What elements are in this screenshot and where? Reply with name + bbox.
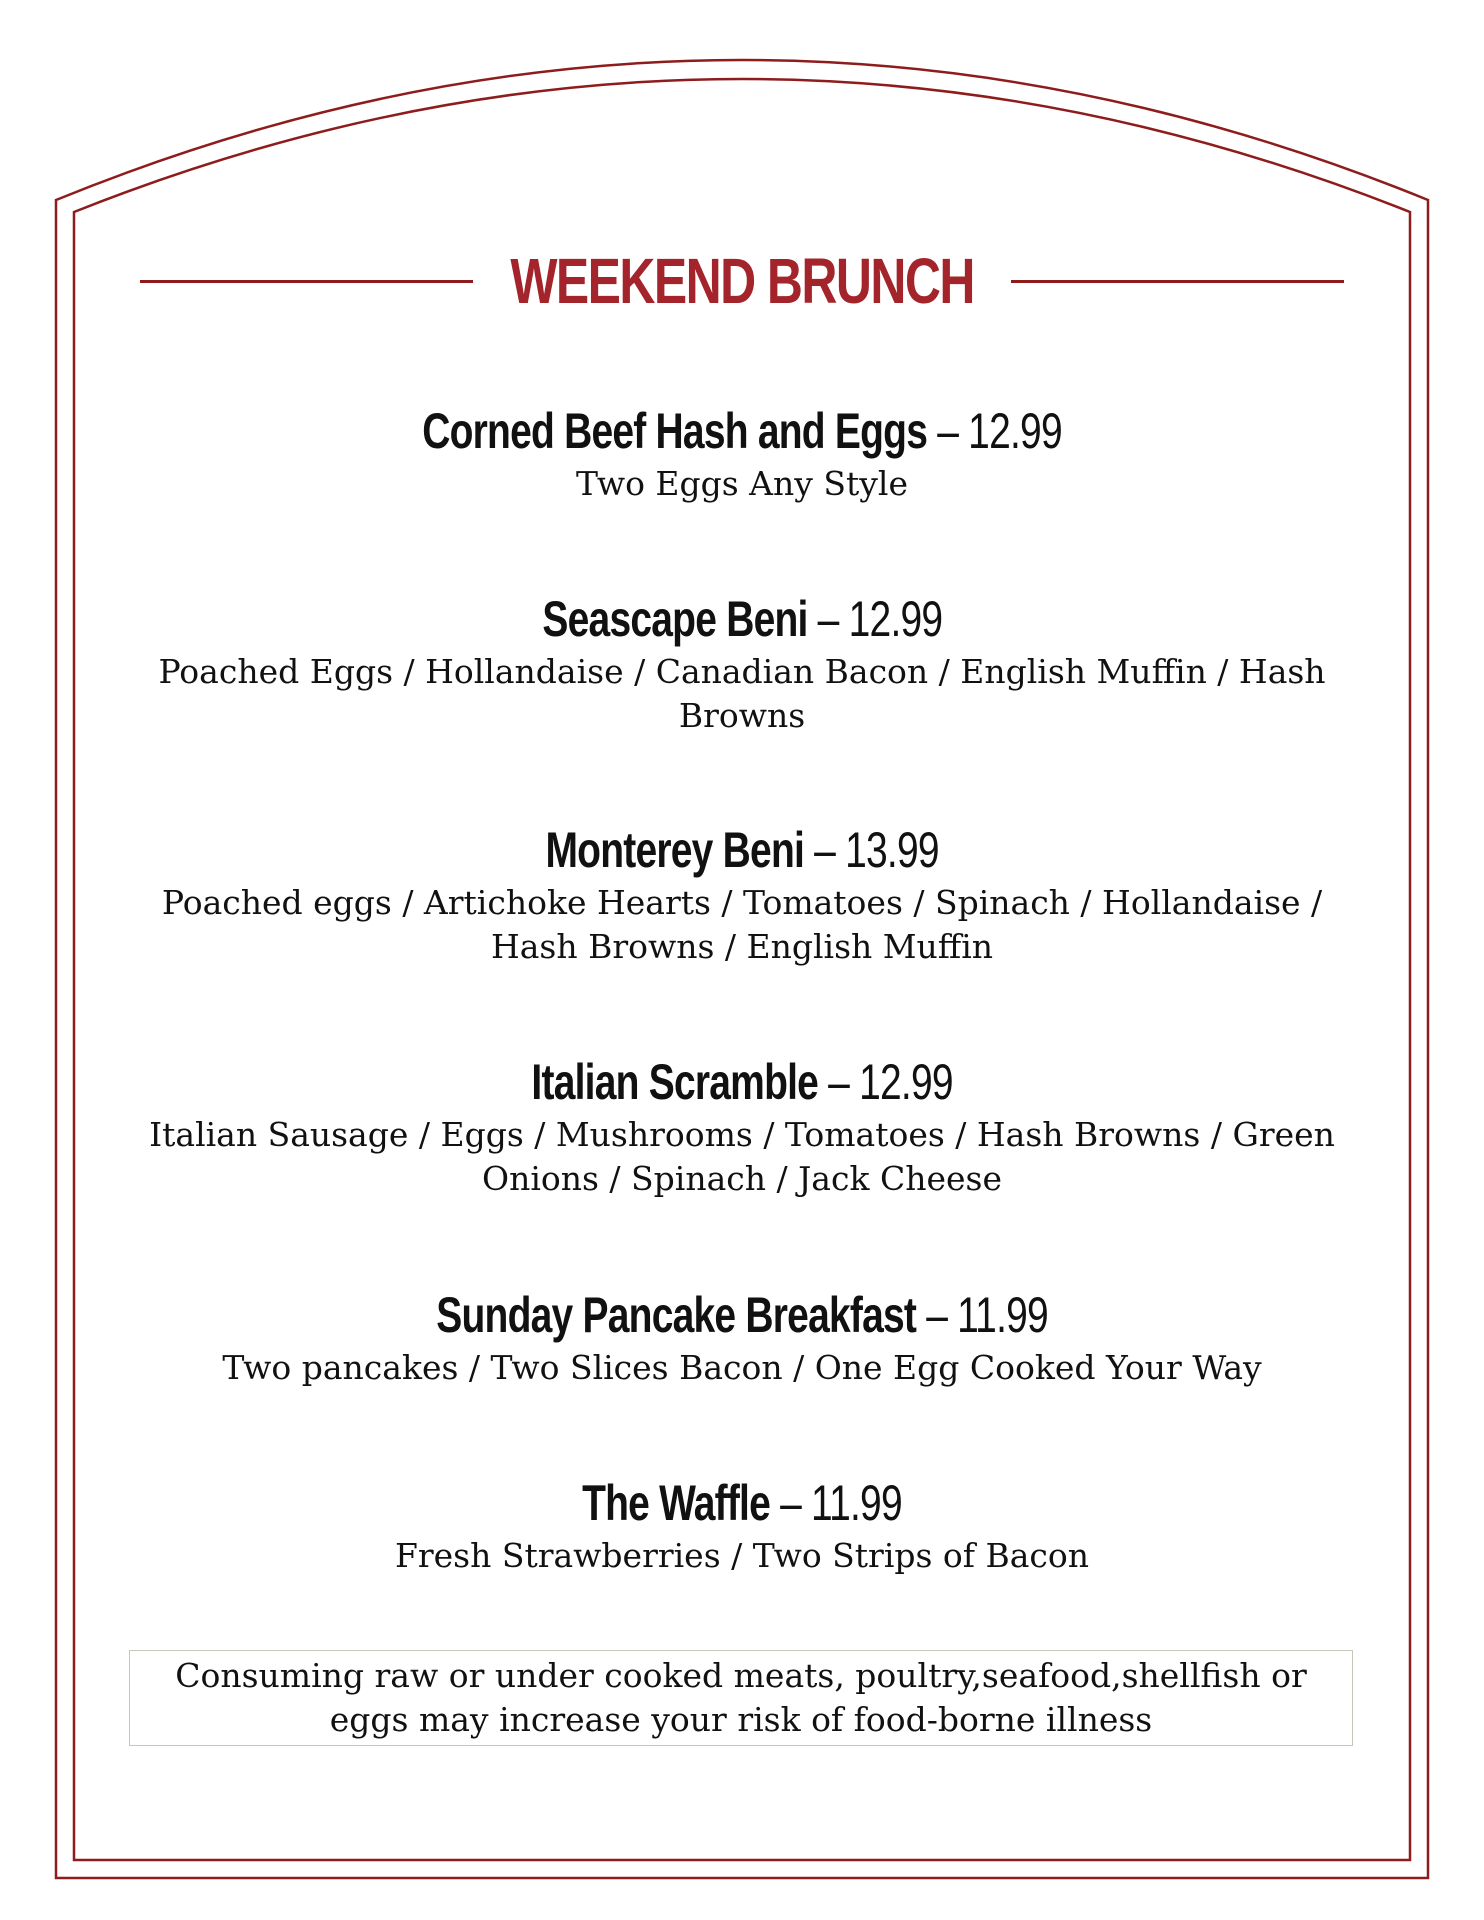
menu-item-heading <box>545 817 938 883</box>
food-safety-warning-box <box>129 1650 1353 1746</box>
menu-header <box>140 238 1344 324</box>
menu-item-price: – 11.99 <box>780 1475 902 1531</box>
menu-item-name: Sunday Pancake Breakfast <box>436 1287 917 1343</box>
menu-item-heading <box>422 398 1062 464</box>
menu-item-name: Italian Scramble <box>531 1054 818 1110</box>
menu-item-description: Fresh Strawberries / Two Strips of Bacon <box>394 1536 1090 1575</box>
menu-item <box>130 398 1354 586</box>
header-rule-left <box>140 280 473 283</box>
header-rule-right <box>1011 280 1344 283</box>
menu-item-price: – 12.99 <box>937 403 1062 459</box>
menu-item-name: Seascape Beni <box>542 591 808 647</box>
menu-item-price: – 12.99 <box>828 1054 953 1110</box>
menu-item-description: Poached Eggs / Hollandaise / Canadian Bacon / English Muffin / Hash Browns <box>158 652 1326 735</box>
menu-item <box>130 586 1354 817</box>
menu-item-description: Two pancakes / Two Slices Bacon / One Egg Cooked Your Way <box>222 1348 1262 1387</box>
food-safety-warning-text: Consuming raw or under cooked meats, poultry,seafood,shellfish or eggs may increase your risk of food-borne illness <box>175 1656 1307 1739</box>
menu-item-name: Corned Beef Hash and Eggs <box>422 403 928 459</box>
menu-items-list <box>130 398 1354 1580</box>
menu-item-price: – 11.99 <box>926 1287 1048 1343</box>
menu-item-description: Poached eggs / Artichoke Hearts / Tomatoes / Spinach / Hollandaise / Hash Browns / English Muffin <box>161 883 1323 966</box>
menu-item-price: – 13.99 <box>813 822 939 878</box>
menu-item-heading <box>582 1470 902 1536</box>
menu-item-heading <box>531 1049 952 1115</box>
menu-item-heading <box>436 1282 1048 1348</box>
menu-item <box>130 1049 1354 1282</box>
menu-item-price: – 12.99 <box>817 591 942 647</box>
menu-item <box>130 1470 1354 1580</box>
menu-item-description: Italian Sausage / Eggs / Mushrooms / Tomatoes / Hash Browns / Green Onions / Spinach / Jack Cheese <box>149 1115 1335 1198</box>
menu-item-name: The Waffle <box>582 1475 771 1531</box>
menu-item-description: Two Eggs Any Style <box>575 464 908 503</box>
menu-item <box>130 1282 1354 1470</box>
menu-item-name: Monterey Beni <box>545 822 804 878</box>
menu-item <box>130 817 1354 1049</box>
menu-title: WEEKEND BRUNCH <box>510 245 974 317</box>
menu-item-heading <box>542 586 942 652</box>
